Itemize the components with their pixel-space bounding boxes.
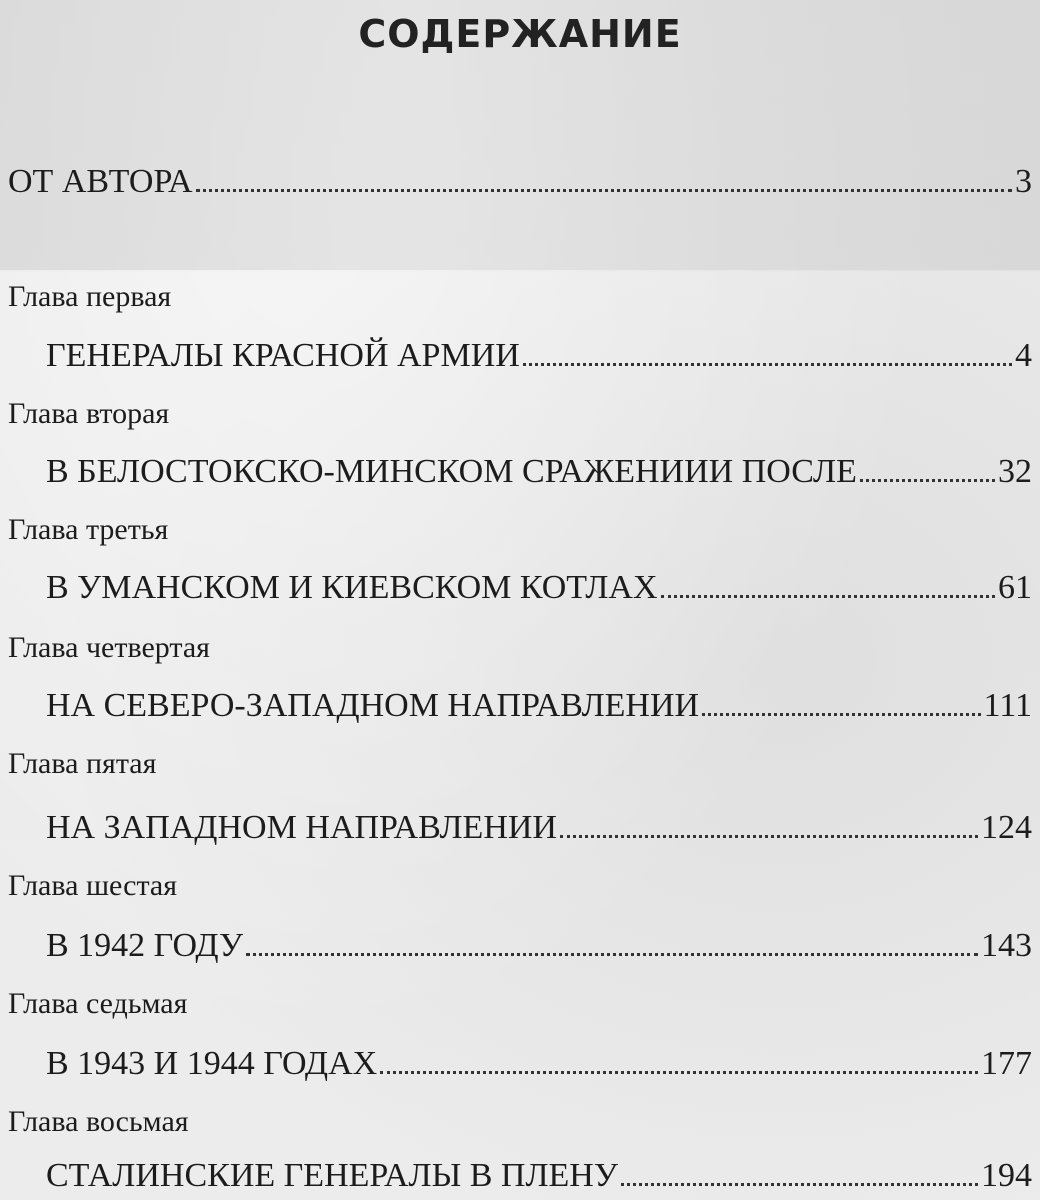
toc-entry-label: В БЕЛОСТОКСКО-МИНСКОМ СРАЖЕНИИИ ПОСЛЕ xyxy=(46,453,857,490)
toc-entry-chapter-2[interactable] xyxy=(46,452,1032,492)
toc-entry-chapter-7[interactable] xyxy=(46,1044,1032,1084)
dot-leader xyxy=(661,595,995,598)
toc-entry-label: В УМАНСКОМ И КИЕВСКОМ КОТЛАХ xyxy=(46,569,658,606)
dot-leader xyxy=(196,189,1012,192)
toc-entry-chapter-6[interactable] xyxy=(46,926,1032,966)
toc-page-number: 177 xyxy=(981,1045,1032,1082)
chapter-heading: Глава первая xyxy=(8,280,172,313)
toc-entry-chapter-5[interactable] xyxy=(46,808,1032,848)
dot-leader xyxy=(702,713,980,716)
toc-page-number: 32 xyxy=(998,453,1032,490)
chapter-heading: Глава седьмая xyxy=(8,987,188,1020)
toc-entry-chapter-4[interactable] xyxy=(46,686,1032,726)
toc-entry-label: СТАЛИНСКИЕ ГЕНЕРАЛЫ В ПЛЕНУ xyxy=(46,1157,618,1194)
toc-page-number: 4 xyxy=(1015,337,1032,374)
toc-entry-intro[interactable] xyxy=(8,162,1032,202)
toc-page-number: 61 xyxy=(998,569,1032,606)
toc-entry-label: НА СЕВЕРО-ЗАПАДНОМ НАПРАВЛЕНИИ xyxy=(46,687,700,724)
toc-entry-label: ОТ АВТОРА xyxy=(8,163,193,200)
toc-entry-chapter-1[interactable] xyxy=(46,336,1032,376)
chapter-heading: Глава четвертая xyxy=(8,631,210,664)
toc-entry-label: В 1942 ГОДУ xyxy=(46,927,244,964)
toc-entry-label: НА ЗАПАДНОМ НАПРАВЛЕНИИ xyxy=(46,809,557,846)
dot-leader xyxy=(523,363,1012,366)
page-title: СОДЕРЖАНИЕ xyxy=(358,12,682,56)
toc-entry-label: ГЕНЕРАЛЫ КРАСНОЙ АРМИИ xyxy=(46,337,520,374)
toc-page-number: 3 xyxy=(1015,163,1032,200)
chapter-heading: Глава шестая xyxy=(8,869,178,902)
chapter-heading: Глава восьмая xyxy=(8,1105,189,1138)
toc-page-number: 194 xyxy=(981,1157,1032,1194)
dot-leader xyxy=(560,835,978,838)
chapter-heading: Глава вторая xyxy=(8,397,170,430)
toc-entry-chapter-8[interactable] xyxy=(46,1156,1032,1196)
dot-leader xyxy=(246,953,978,956)
chapter-heading: Глава третья xyxy=(8,513,169,546)
toc-page-number: 124 xyxy=(981,809,1032,846)
dot-leader xyxy=(621,1183,978,1186)
dot-leader xyxy=(860,479,995,482)
dot-leader xyxy=(380,1071,978,1074)
toc-entry-label: В 1943 И 1944 ГОДАХ xyxy=(46,1045,378,1082)
chapter-heading: Глава пятая xyxy=(8,747,157,780)
toc-page-number: 143 xyxy=(981,927,1032,964)
toc-entry-chapter-3[interactable] xyxy=(46,568,1032,608)
toc-page-number: 111 xyxy=(983,687,1032,724)
